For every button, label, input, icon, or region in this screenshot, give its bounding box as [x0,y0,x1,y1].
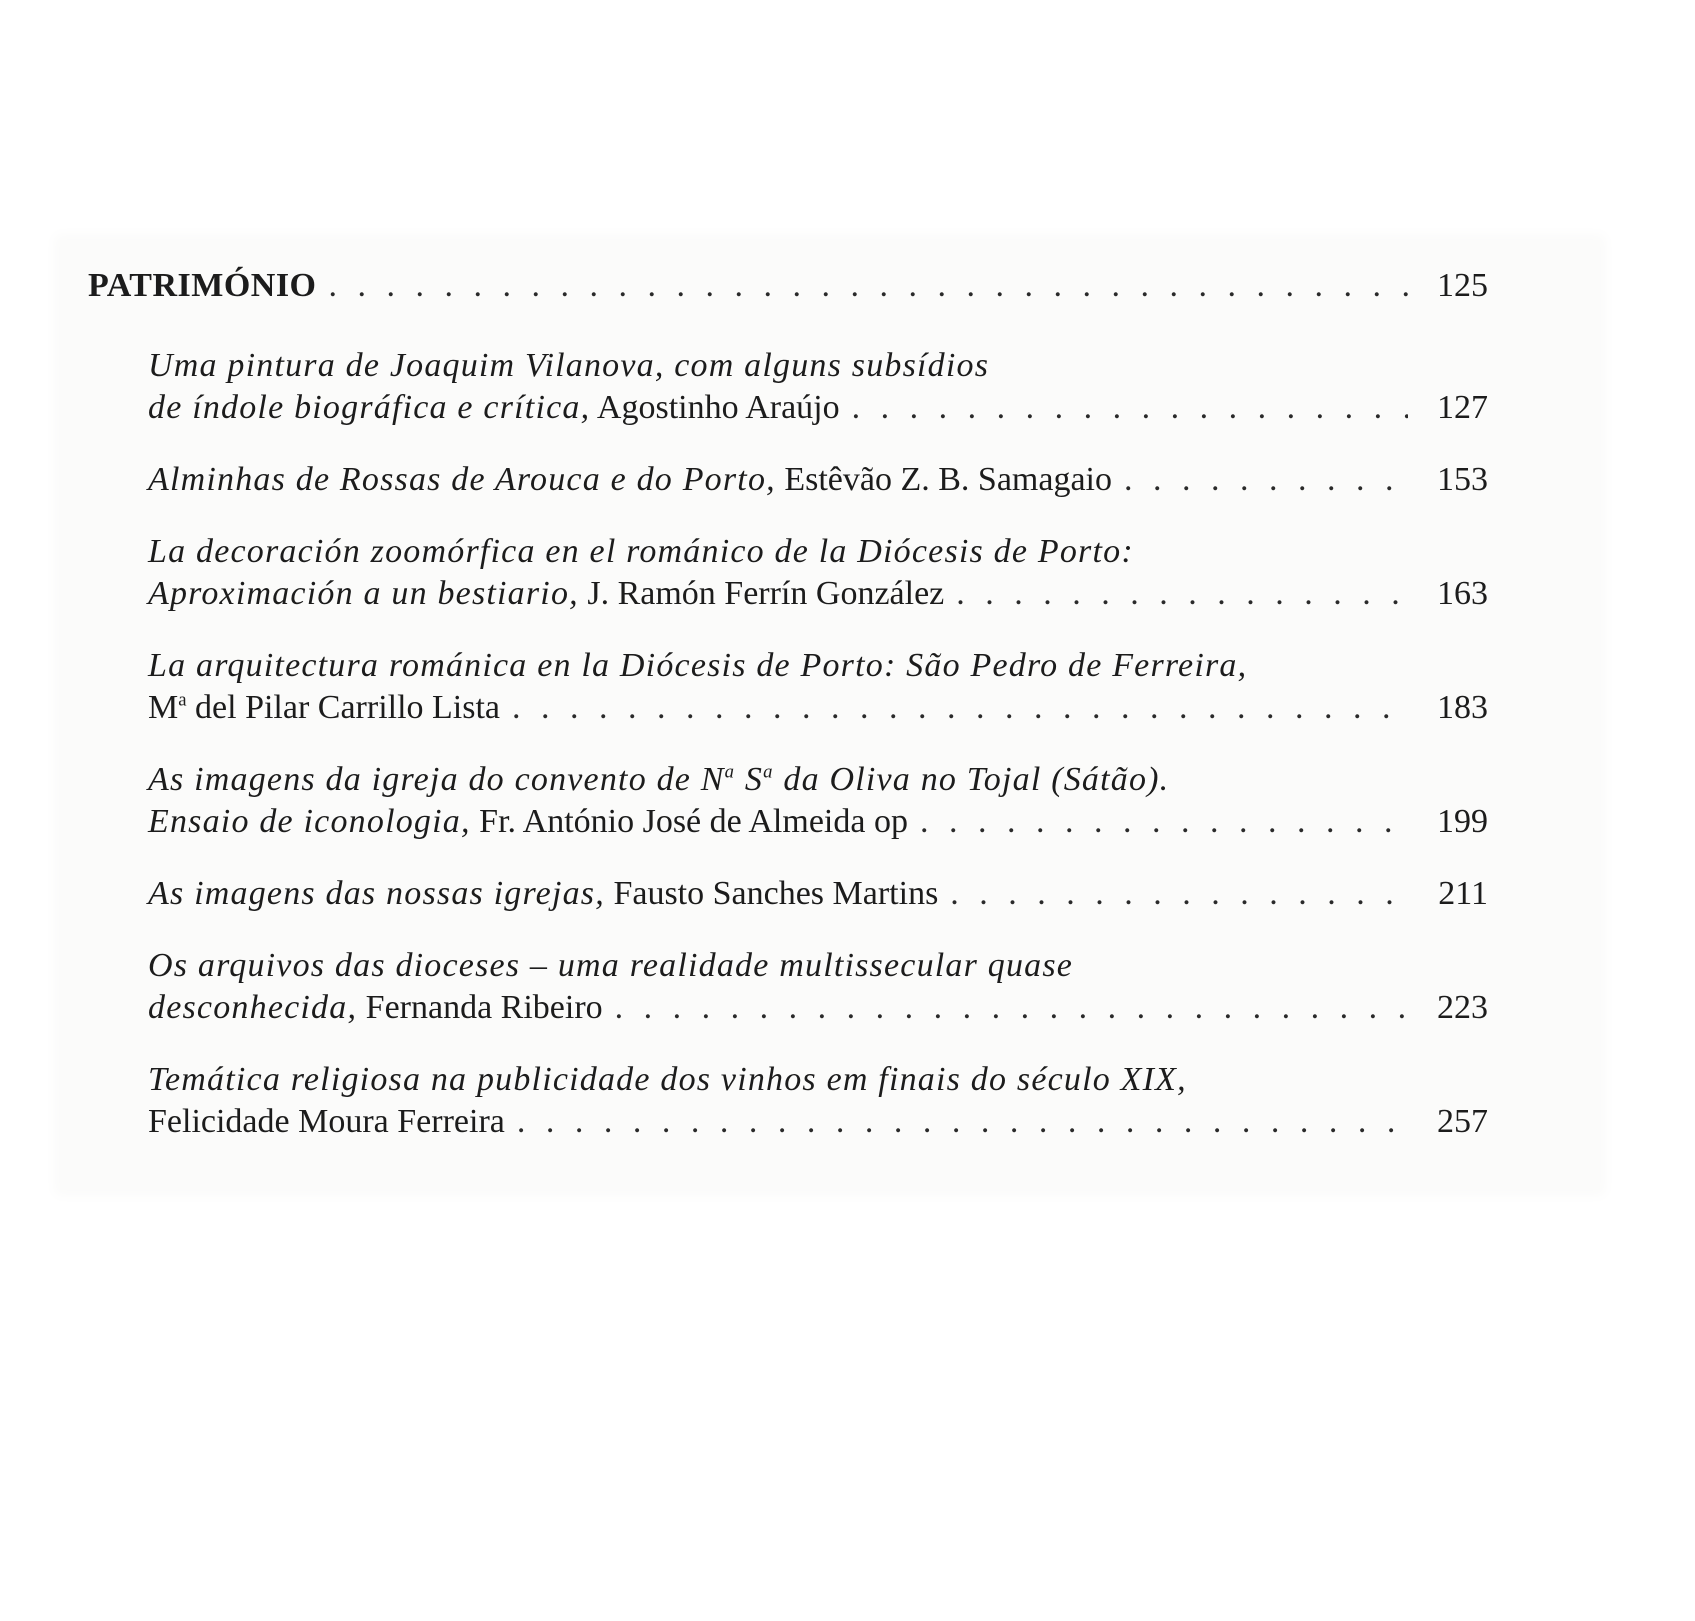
entry-page-number: 257 [1437,1103,1488,1140]
entry-final-line [148,987,1488,1029]
dot-leader [920,801,1408,843]
toc-entry[interactable] [88,645,1488,729]
entry-title: Os arquivos das dioceses – uma realidade multissecular quase [148,947,1074,984]
title-superscript: a [763,761,774,783]
entry-title-line [148,345,1488,387]
entry-author: Fr. António José de Almeida op [479,803,908,840]
entry-title-and-author [148,387,840,429]
dot-leader [329,265,1408,307]
entry-author [148,687,500,729]
title-superscript: a [724,761,736,783]
section-heading-line[interactable] [88,265,1488,307]
dot-leader [1124,459,1408,501]
dot-leader [852,387,1408,429]
entry-final-line [148,573,1488,615]
title-part: da Oliva no Tojal (Sátão). [773,761,1170,798]
entry-title: desconhecida, [148,989,358,1026]
entry-title: Aproximación a un bestiario, [148,575,579,612]
dot-leader [512,687,1408,729]
toc-entry[interactable] [88,873,1488,915]
entry-author: J. Ramón Ferrín González [587,575,945,612]
entry-title: La arquitectura románica en la Diócesis de Porto: São Pedro de Ferreira, [148,647,1248,684]
toc-entry[interactable] [88,1059,1488,1143]
entry-page-number: 183 [1437,689,1488,726]
entry-title-and-author [148,573,944,615]
dot-leader [950,873,1408,915]
entry-title: Ensaio de iconologia, [148,803,471,840]
entry-title-line [148,1059,1488,1101]
entry-final-line [148,687,1488,729]
entry-final-line [148,459,1488,501]
entry-author: Agostinho Araújo [596,389,840,426]
dot-leader [517,1101,1408,1143]
entry-title: La decoración zoomórfica en el románico de la Diócesis de Porto: [148,533,1134,570]
entry-page-number: 153 [1437,461,1488,498]
entry-final-line [148,1101,1488,1143]
entry-page-number: 163 [1437,575,1488,612]
entry-title-line [148,945,1488,987]
section-heading: PATRIMÓNIO [88,267,317,304]
entry-title-line [148,645,1488,687]
entry-page-number: 127 [1437,389,1488,426]
entry-final-line [148,801,1488,843]
author-name: del Pilar Carrillo Lista [186,689,501,726]
dot-leader [615,987,1408,1029]
entry-page-number: 199 [1437,803,1488,840]
entry-page-number: 211 [1438,875,1488,912]
toc-entry[interactable] [88,759,1488,843]
entry-final-line [148,873,1488,915]
entry-title-line [148,759,1488,801]
table-of-contents [88,265,1488,1173]
entry-title: de índole biográfica e crítica, [148,389,591,426]
entry-author: Felicidade Moura Ferreira [148,1103,505,1140]
entry-title: As imagens das nossas igrejas, [148,875,605,912]
author-prefix: M [148,689,179,726]
entry-title: Alminhas de Rossas de Arouca e do Porto, [148,461,776,498]
section-page-number: 125 [1437,267,1488,304]
entry-author: Estêvão Z. B. Samagaio [784,461,1112,498]
entry-page-number: 223 [1437,989,1488,1026]
entry-title-and-author [148,801,908,843]
toc-entry[interactable] [88,945,1488,1029]
entry-title: Temática religiosa na publicidade dos vinhos em finais do século XIX, [148,1061,1187,1098]
entry-title-line [148,531,1488,573]
entry-title-and-author [148,987,603,1029]
entry-title-and-author [148,873,938,915]
dot-leader [956,573,1408,615]
title-part: As imagens da igreja do convento de N [148,761,725,798]
entry-title-and-author [148,459,1112,501]
entry-author: Fernanda Ribeiro [365,989,603,1026]
entry-title: Uma pintura de Joaquim Vilanova, com alguns subsídios [148,347,990,384]
toc-entry[interactable] [88,459,1488,501]
toc-entry[interactable] [88,531,1488,615]
title-part: S [735,761,764,798]
entry-final-line [148,387,1488,429]
entry-title [148,761,1169,798]
author-superscript: a [178,689,187,711]
entry-author: Fausto Sanches Martins [613,875,939,912]
toc-entry[interactable] [88,345,1488,429]
